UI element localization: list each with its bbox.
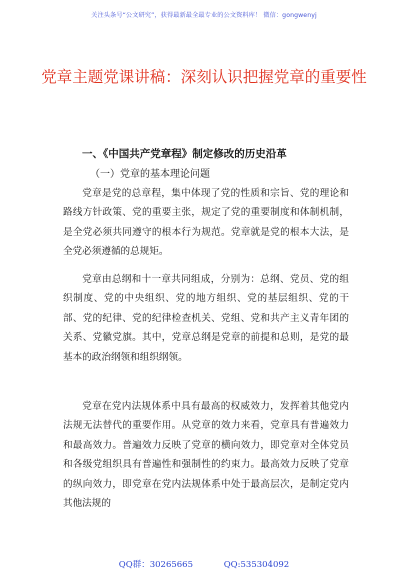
paragraph-2: [63, 270, 349, 367]
paragraph-1: [63, 184, 349, 262]
header-note: 关注头条号“公文研究”，获得最新最全最专业的公文资料库！ 微信：gongwenyj: [91, 12, 317, 19]
paragraph-text: 党章在党内法规体系中具有最高的权威效力，发挥着其他党内法规无法替代的重要作用。从党章的效力来看，党章具有普遍效力和最高效力。普遍效力反映了党章的横向效力，即党章对全体党员和各级党组织具有普遍性和强制性的约束力。最高效力反映了党章的纵向效力，即党章在党内法规体系中处于最高层次，是制定党内其他法规的: [63, 401, 349, 510]
paragraph-text: 党章是党的总章程，集中体现了党的性质和宗旨、党的理论和路线方针政策、党的重要主张，规定了党的重要制度和体制机制，是全党必须共同遵守的根本行为规范。党章就是党的根本大法，是全党必须遵循的总规矩。: [63, 188, 349, 258]
paragraph-text: 党章由总纲和十一章共同组成，分别为：总纲、党员、党的组织制度、党的中央组织、党的地方组织、党的基层组织、党的干部、党的纪律、党的纪律检查机关、党组、党和共产主义青年团的关系、党徽党旗。其中，党章总纲是党章的前提和总则，是党的最基本的政治纲领和组织纲领。: [63, 274, 349, 363]
footer: [0, 558, 408, 570]
subsection-heading: （一）党章的基本理论问题: [90, 169, 210, 180]
document-title: 党章主题党课讲稿：深刻认识把握党章的重要性: [41, 68, 367, 86]
footer-qq-group: QQ群：30265665: [118, 560, 193, 570]
paragraph-3: [63, 397, 349, 513]
footer-qq: QQ:535304092: [223, 560, 290, 570]
section-heading: 一、《中国共产党章程》制定修改的历史沿革: [82, 148, 287, 160]
